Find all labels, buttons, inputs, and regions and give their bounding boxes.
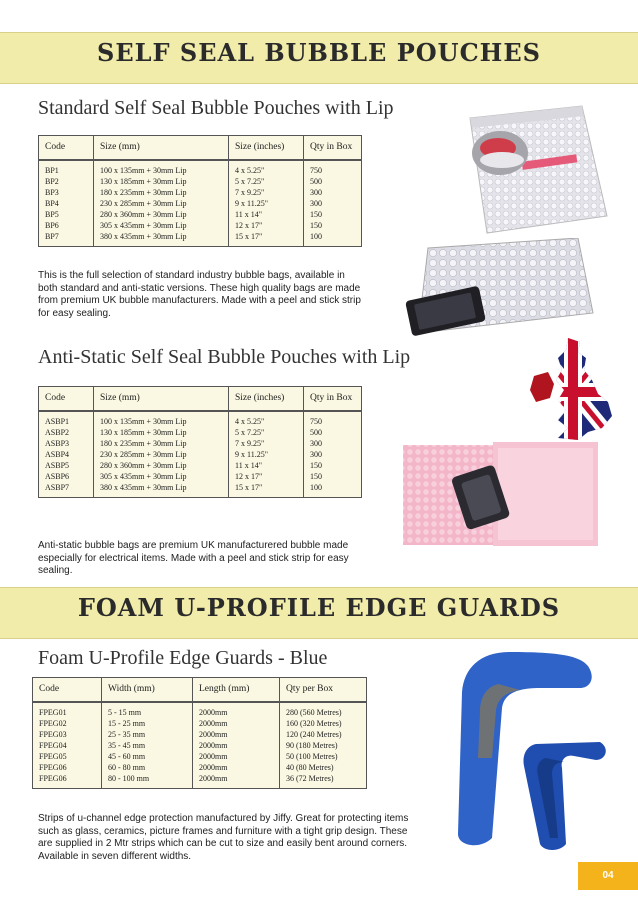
table-cell: FPEG04	[39, 741, 67, 750]
table-cell: FPEG06	[39, 763, 67, 772]
table-cell: 2000mm	[199, 741, 228, 750]
banner-title-bubble: SELF SEAL BUBBLE POUCHES	[97, 38, 541, 67]
table-cell: 380 x 435mm + 30mm Lip	[100, 232, 187, 241]
table-header-row	[33, 678, 367, 703]
table-cell: 305 x 435mm + 30mm Lip	[100, 472, 187, 481]
table-cell: 15 x 17"	[235, 232, 263, 241]
table-cell: BP7	[45, 232, 59, 241]
description-line: This is the full selection of standard industry bubble bags, available in	[38, 270, 345, 281]
table-cell: 150	[310, 210, 322, 219]
table-cell: 380 x 435mm + 30mm Lip	[100, 483, 187, 492]
table-cell: ASBP6	[45, 472, 70, 481]
column-header-qty: Qty per Box	[280, 678, 367, 703]
uk-flag-map-icon	[528, 336, 618, 446]
description-line: especially for electrical items. Made with a peel and stick strip for easy	[38, 552, 349, 564]
table-cell: 100	[310, 232, 322, 241]
lengths-cell	[193, 702, 280, 789]
table-cell: 180 x 235mm + 30mm Lip	[100, 188, 187, 197]
table-cell: 750	[310, 166, 322, 175]
table-cell: ASBP5	[45, 461, 70, 470]
table-cell: 180 x 235mm + 30mm Lip	[100, 439, 187, 448]
table-cell: 300	[310, 199, 322, 208]
table-body-row	[39, 160, 362, 247]
table-cell: 230 x 285mm + 30mm Lip	[100, 199, 187, 208]
table-cell: 36 (72 Metres)	[286, 774, 334, 783]
column-header-code: Code	[39, 136, 94, 161]
description-line: both standard and anti-static versions. These high quality bags are made	[38, 282, 361, 294]
table-body-row	[33, 702, 367, 789]
table-cell: FPEG06	[39, 774, 67, 783]
sizes-mm-cell	[94, 411, 229, 498]
table-cell: BP2	[45, 177, 59, 186]
table-cell: 100 x 135mm + 30mm Lip	[100, 417, 187, 426]
table-cell: 4 x 5.25"	[235, 417, 265, 426]
column-header-code: Code	[39, 387, 94, 412]
table-cell: ASBP1	[45, 417, 70, 426]
antistatic-description	[38, 540, 349, 578]
table-cell: 150	[310, 221, 322, 230]
table-cell: 750	[310, 417, 322, 426]
qty-cell	[304, 411, 362, 498]
table-cell: 130 x 185mm + 30mm Lip	[100, 428, 187, 437]
table-cell: 280 x 360mm + 30mm Lip	[100, 210, 187, 219]
column-header-size-inches: Size (inches)	[229, 136, 304, 161]
table-cell: 11 x 14"	[235, 210, 262, 219]
table-cell: 300	[310, 188, 322, 197]
table-cell: ASBP4	[45, 450, 70, 459]
table-cell: 2000mm	[199, 708, 228, 717]
table-cell: 40 (80 Metres)	[286, 763, 334, 772]
column-header-qty: Qty in Box	[304, 387, 362, 412]
standard-description	[38, 270, 361, 320]
column-header-code: Code	[33, 678, 102, 703]
foam-spec-table	[32, 677, 367, 789]
table-cell: 9 x 11.25"	[235, 450, 268, 459]
table-cell: 12 x 17"	[235, 221, 263, 230]
description-line: Available in seven different widths.	[38, 850, 192, 862]
table-cell: 5 x 7.25"	[235, 428, 265, 437]
table-cell: 150	[310, 461, 322, 470]
codes-cell	[39, 411, 94, 498]
table-cell: 5 x 7.25"	[235, 177, 265, 186]
table-cell: 7 x 9.25"	[235, 188, 265, 197]
column-header-size-inches: Size (inches)	[229, 387, 304, 412]
codes-cell	[39, 160, 94, 247]
table-cell: 280 x 360mm + 30mm Lip	[100, 461, 187, 470]
table-header-row	[39, 387, 362, 412]
table-cell: 11 x 14"	[235, 461, 262, 470]
foam-description	[38, 813, 408, 863]
table-cell: FPEG01	[39, 708, 67, 717]
table-cell: BP5	[45, 210, 59, 219]
description-line: Strips of u-channel edge protection manufactured by Jiffy. Great for protecting items	[38, 813, 409, 824]
section-banner-bubble	[0, 32, 638, 84]
description-line: Anti-static bubble bags are premium UK manufacturered bubble made	[38, 540, 349, 551]
column-header-qty: Qty in Box	[304, 136, 362, 161]
foam-section-title: Foam U-Profile Edge Guards - Blue	[38, 647, 328, 669]
table-cell: 305 x 435mm + 30mm Lip	[100, 221, 187, 230]
column-header-width: Width (mm)	[102, 678, 193, 703]
table-cell: 160 (320 Metres)	[286, 719, 342, 728]
page-number-badge: 04	[578, 862, 638, 890]
table-cell: 2000mm	[199, 763, 228, 772]
description-line: from premium UK bubble manufacturers. Made with a peel and stick strip	[38, 295, 361, 306]
table-cell: 7 x 9.25"	[235, 439, 265, 448]
column-header-size-mm: Size (mm)	[94, 136, 229, 161]
table-cell: 2000mm	[199, 719, 228, 728]
description-line: such as glass, ceramics, picture frames and furniture with a tight grip design. These	[38, 825, 408, 837]
table-cell: 15 - 25 mm	[108, 719, 146, 728]
table-cell: 60 - 80 mm	[108, 763, 146, 772]
description-line: for easy sealing.	[38, 307, 111, 319]
table-cell: ASBP3	[45, 439, 70, 448]
table-cell: FPEG02	[39, 719, 67, 728]
table-cell: 90 (180 Metres)	[286, 741, 338, 750]
table-cell: 130 x 185mm + 30mm Lip	[100, 177, 187, 186]
table-cell: 500	[310, 428, 322, 437]
sizes-inches-cell	[229, 160, 304, 247]
table-cell: FPEG05	[39, 752, 67, 761]
table-cell: 2000mm	[199, 774, 228, 783]
table-cell: 150	[310, 472, 322, 481]
pink-antistatic-bags-photo	[398, 440, 603, 550]
sizes-mm-cell	[94, 160, 229, 247]
qty-cell	[280, 702, 367, 789]
qty-cell	[304, 160, 362, 247]
antistatic-section-title: Anti-Static Self Seal Bubble Pouches with Lip	[38, 346, 411, 368]
table-cell: BP1	[45, 166, 59, 175]
table-cell: 80 - 100 mm	[108, 774, 150, 783]
table-cell: 4 x 5.25"	[235, 166, 265, 175]
table-cell: 9 x 11.25"	[235, 199, 268, 208]
table-header-row	[39, 136, 362, 161]
table-cell: 280 (560 Metres)	[286, 708, 342, 717]
description-line: are supplied in 2 Mtr strips which can be cut to size and easily bent around corners.	[38, 838, 408, 849]
table-cell: 2000mm	[199, 752, 228, 761]
section-banner-foam	[0, 587, 638, 639]
table-cell: BP3	[45, 188, 59, 197]
table-cell: ASBP7	[45, 483, 70, 492]
table-cell: 500	[310, 177, 322, 186]
sizes-inches-cell	[229, 411, 304, 498]
table-cell: 100 x 135mm + 30mm Lip	[100, 166, 187, 175]
description-line: sealing.	[38, 565, 73, 576]
table-body-row	[39, 411, 362, 498]
bubble-pouch-phone-photo	[398, 238, 598, 338]
table-cell: 45 - 60 mm	[108, 752, 146, 761]
table-cell: 120 (240 Metres)	[286, 730, 342, 739]
table-cell: 25 - 35 mm	[108, 730, 146, 739]
codes-cell	[33, 702, 102, 789]
banner-title-foam: FOAM U-PROFILE EDGE GUARDS	[77, 593, 561, 622]
table-cell: FPEG03	[39, 730, 67, 739]
table-cell: 100	[310, 483, 322, 492]
blue-foam-edge-guard-photo	[440, 648, 620, 853]
table-cell: ASBP2	[45, 428, 70, 437]
table-cell: 300	[310, 450, 322, 459]
table-cell: BP4	[45, 199, 59, 208]
table-cell: 35 - 45 mm	[108, 741, 146, 750]
table-cell: 2000mm	[199, 730, 228, 739]
standard-spec-table	[38, 135, 362, 247]
table-cell: 15 x 17"	[235, 483, 263, 492]
widths-cell	[102, 702, 193, 789]
antistatic-spec-table	[38, 386, 362, 498]
column-header-size-mm: Size (mm)	[94, 387, 229, 412]
column-header-length: Length (mm)	[193, 678, 280, 703]
table-cell: BP6	[45, 221, 59, 230]
standard-section-title: Standard Self Seal Bubble Pouches with Lip	[38, 97, 394, 119]
table-cell: 300	[310, 439, 322, 448]
table-cell: 5 - 15 mm	[108, 708, 142, 717]
table-cell: 12 x 17"	[235, 472, 263, 481]
table-cell: 230 x 285mm + 30mm Lip	[100, 450, 187, 459]
bubble-pouch-shoe-photo	[462, 98, 612, 238]
table-cell: 50 (100 Metres)	[286, 752, 338, 761]
